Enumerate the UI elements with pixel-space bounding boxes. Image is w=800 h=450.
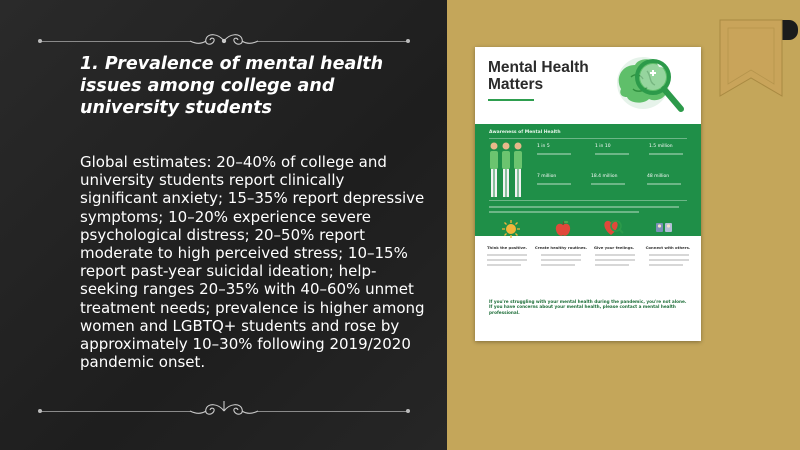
stat-caption: [537, 153, 571, 155]
stat-value: 18.4 million: [591, 174, 618, 179]
top-divider-right: [258, 41, 408, 42]
tip-text: [541, 259, 581, 261]
stat-value: 48 million: [647, 174, 670, 179]
tip-text: [487, 264, 521, 266]
stat-caption: [591, 183, 625, 185]
tip-label: Connect with others.: [645, 245, 691, 250]
tip-text: [649, 259, 689, 261]
ornament-flourish-icon: [188, 399, 260, 421]
stat-value: 1 in 5: [537, 144, 550, 149]
tip-label: Think the positive.: [486, 245, 528, 250]
slide-title: 1. Prevalence of mental health issues among college and university students: [80, 54, 384, 118]
tip-label: Create healthy routines.: [534, 245, 588, 250]
tip-label: Give your feelings.: [593, 245, 635, 250]
bottom-divider-left: [40, 411, 190, 412]
tip-text: [487, 259, 527, 261]
ornament-flourish-icon: [188, 31, 260, 51]
brain-magnifier-illustration-icon: [603, 49, 699, 123]
top-divider-left: [40, 41, 190, 42]
tip-text: [487, 254, 527, 256]
infographic-poster: [475, 47, 701, 341]
stat-value: 1 in 10: [595, 144, 611, 149]
stat-caption: [537, 183, 571, 185]
tip-text: [595, 254, 635, 256]
poster-note: If you're struggling with your mental health during the pandemic, you're not alone. If you have concerns about your mental health, please contact a mental health professional.: [489, 299, 687, 315]
dot-icon: [405, 38, 411, 44]
tip-text: [541, 264, 575, 266]
poster-title: Mental Health Matters: [488, 59, 589, 93]
tip-text: [649, 254, 689, 256]
dot-icon: [405, 408, 411, 414]
stat-value: 1.5 million: [649, 144, 673, 149]
apple-icon: [553, 219, 573, 239]
title-underline: [488, 99, 534, 101]
bookmark-ribbon-icon: [716, 18, 800, 100]
tip-text: [595, 259, 635, 261]
band-footer-text: [489, 206, 679, 208]
people-icon: [653, 219, 675, 239]
stat-caption: [647, 183, 681, 185]
band-divider: [489, 138, 687, 139]
dot-icon: [37, 408, 43, 414]
stat-caption: [649, 153, 683, 155]
band-footer-text: [489, 211, 639, 213]
stat-caption: [595, 153, 629, 155]
band-heading: Awareness of Mental Health: [489, 130, 561, 135]
bottom-divider-right: [258, 411, 408, 412]
sun-icon: [501, 219, 521, 239]
tip-text: [541, 254, 581, 256]
stat-value: 7 million: [537, 174, 557, 179]
band-divider: [489, 200, 687, 201]
tip-text: [649, 264, 683, 266]
heart-magnifier-icon: [601, 217, 625, 239]
dot-icon: [37, 38, 43, 44]
slide-body-text: Global estimates: 20–40% of college and university students report clinically significant anxiety; 15–35% report depressive symptoms; 10–20% experience severe psychological distress; 20–50% report moderate to high perceived stress; 10–15% report past-year suicidal ideation; help-seeking ranges 20–35% with 40–60% unmet treatment needs; prevalence is higher among women and LGBTQ+ students and rose by approximately 10–30% following 2019/2020 pandemic onset.: [80, 153, 425, 372]
student-figures-icon: [487, 140, 525, 200]
tip-text: [595, 264, 629, 266]
